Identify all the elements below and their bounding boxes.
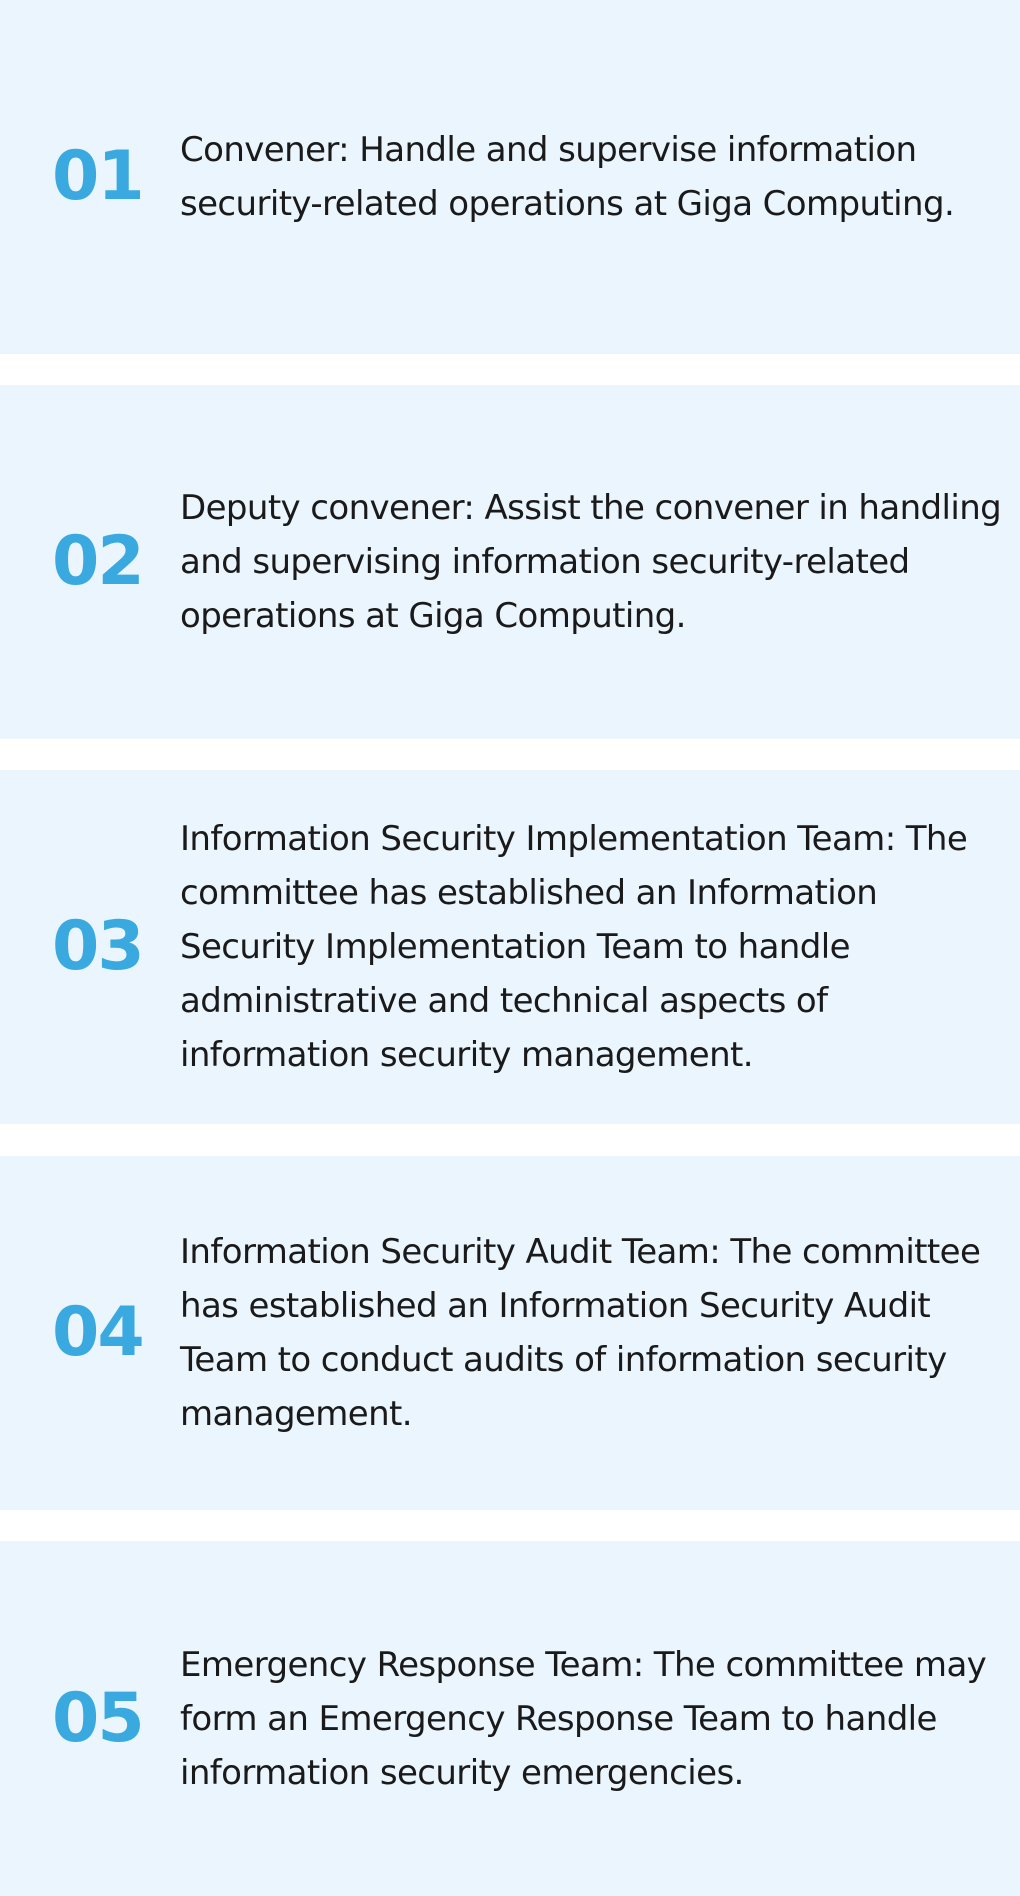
item-text-container (180, 0, 1010, 354)
item-text: Emergency Response Team: The committee may form an Emergency Response Team to handle information security emergencies. (180, 1644, 987, 1793)
item-text: Information Security Audit Team: The committee has established an Information Security Audit Team to conduct audits of information security management. (180, 1232, 981, 1434)
item-text: Deputy convener: Assist the convener in handling and supervising information security-related operations at Giga Computing. (180, 488, 1002, 636)
item-number: 05 (52, 1678, 143, 1758)
list-item (0, 1156, 1020, 1510)
item-text: Convener: Handle and supervise information security-related operations at Giga Computing. (180, 130, 955, 224)
item-number: 04 (52, 1293, 143, 1372)
list-item (0, 770, 1020, 1124)
item-text: Information Security Implementation Team: The committee has established an Information Security Implementation Team to handle administrative and technical aspects of information security management. (180, 819, 968, 1075)
item-text-container (180, 385, 1010, 739)
list-item (0, 1541, 1020, 1896)
list-item (0, 0, 1020, 354)
item-number: 03 (52, 907, 143, 986)
item-text-container (180, 770, 1010, 1124)
list-item (0, 385, 1020, 739)
item-number: 01 (52, 137, 143, 216)
item-text-container (180, 1156, 1010, 1510)
item-number: 02 (52, 522, 143, 601)
item-text-container (180, 1541, 1010, 1896)
